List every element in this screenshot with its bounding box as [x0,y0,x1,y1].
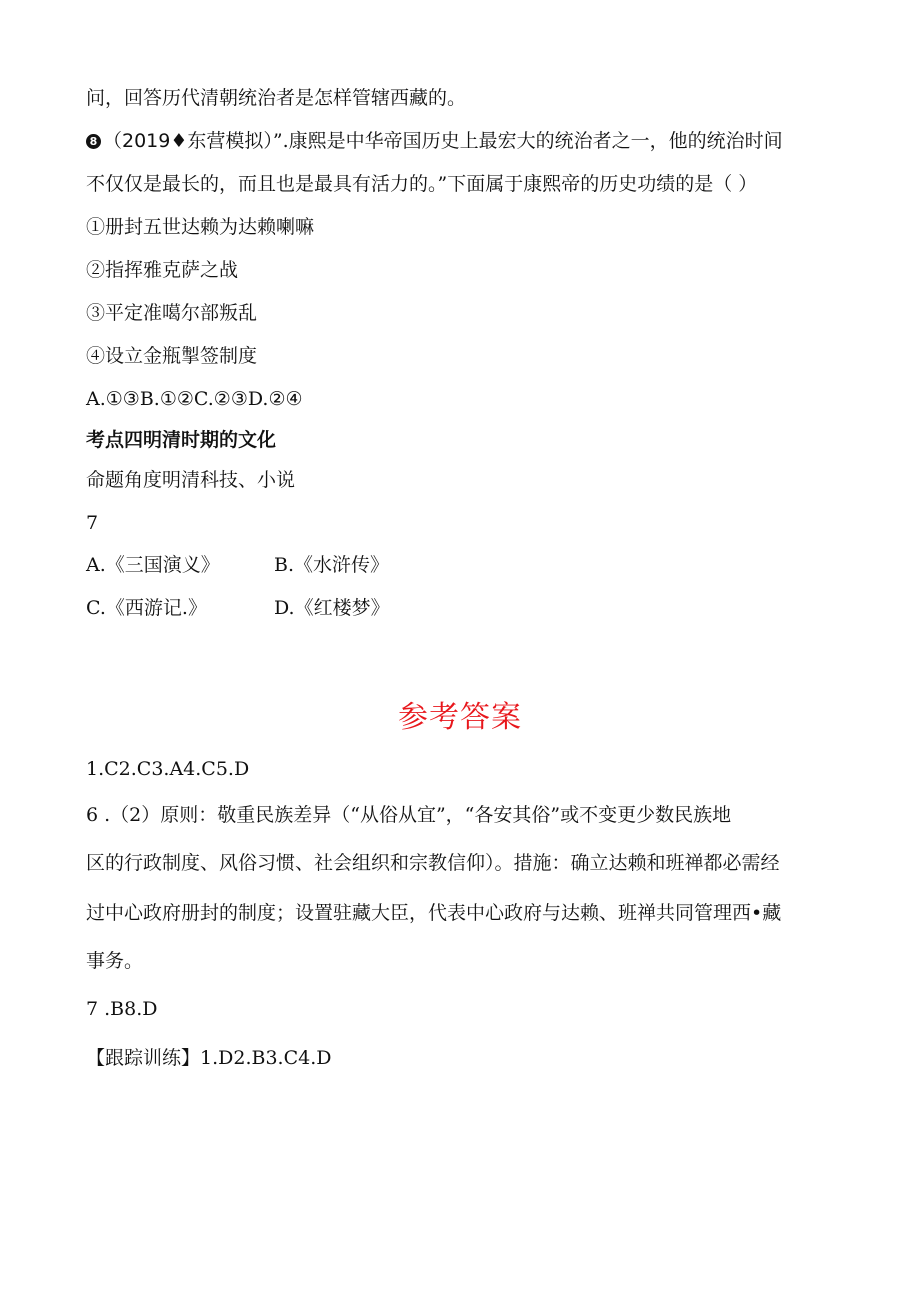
section-heading: 考点四明清时期的文化 [86,429,277,451]
section-angle: 命题角度明清科技、小说 [86,469,296,491]
q8-option-4: ④设立金瓶掣签制度 [86,345,258,367]
answer-q6-line1: 6 .（2）原则：敬重民族差异（“从俗从宜”，“各安其俗”或不变更少数民族地 [86,804,732,826]
q8-number-badge: 8 [86,134,101,149]
answer-q6-line2: 区的行政制度、风俗习惯、社会组织和宗教信仰）。措施：确立达赖和班禅都必需经 [86,852,780,874]
q8-text-line2: 不仅仅是最长的，而且也是最具有活力的。”下面属于康熙帝的历史功绩的是（ ） [86,173,758,195]
q8-answer-choices: A.①③B.①②C.②③D.②④ [86,388,303,410]
answer-section-title: 参考答案 [398,700,522,735]
answer-q6-line4: 事务。 [86,950,144,972]
q8-option-3: ③平定准噶尔部叛乱 [86,302,258,324]
q8-source: （2019♦东营模拟） [103,130,273,152]
followup-answers: 【跟踪训练】1.D2.B3.C4.D [86,1047,332,1069]
q8-line1 [86,129,783,153]
q8-option-1: ①册封五世达赖为达赖喇嘛 [86,216,315,238]
answers-line-1: 1.C2.C3.A4.C5.D [86,758,250,780]
choice-a: A.《三国演义》 [86,554,220,576]
choice-d: D.《红楼梦》 [274,597,390,619]
q8-text-line1: ”.康熙是中华帝国历史上最宏大的统治者之一，他的统治时间 [272,130,783,152]
question-intro: 问，回答历代清朝统治者是怎样管辖西藏的。 [86,87,467,109]
q8-option-2: ②指挥雅克萨之战 [86,259,239,281]
choice-b: B.《水浒传》 [274,554,390,576]
answers-line-7: 7 .B8.D [86,998,158,1020]
next-question-number: 7 [86,512,99,534]
choice-c: C.《西游记.》 [86,597,207,619]
answer-q6-line3: 过中心政府册封的制度；设置驻藏大臣，代表中心政府与达赖、班禅共同管理西•藏 [86,902,782,924]
